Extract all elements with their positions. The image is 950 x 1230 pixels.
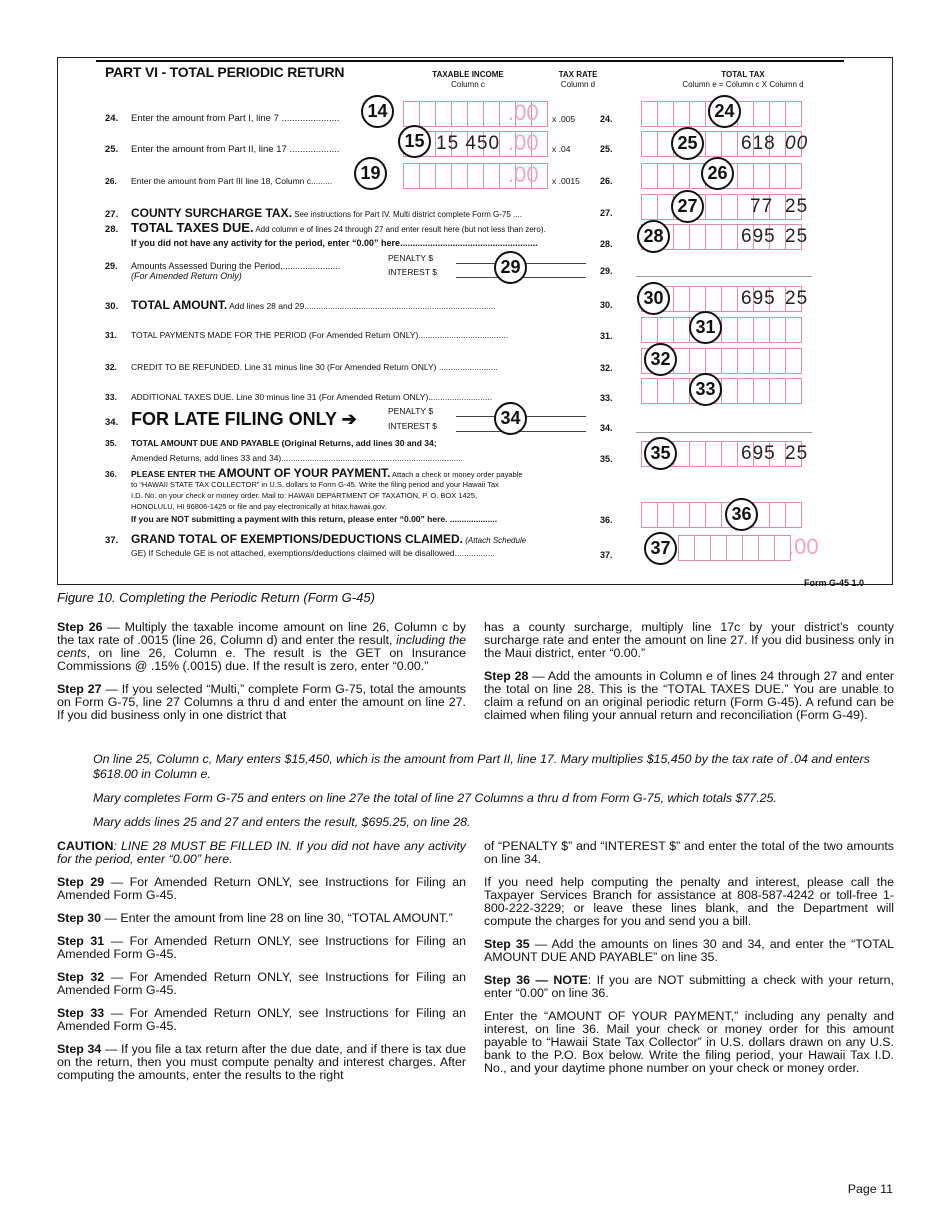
line-25-ref: 25.: [600, 144, 613, 154]
callout-32: 32: [644, 343, 677, 376]
column-d-header: TAX RATE Column d: [558, 70, 598, 89]
column-c-header: TAXABLE INCOME Column c: [432, 70, 504, 89]
line-27-total-dollars: 77: [750, 196, 774, 217]
form-number: Form G-45 1.0: [803, 578, 864, 588]
line-29: 29. Amounts Assessed During the Period,.......................: [105, 261, 341, 271]
line-29-separator: [636, 276, 812, 277]
step-32: Step 32 — For Amended Return ONLY, see Instructions for Filing an Amended Form G-45.: [57, 970, 466, 997]
line-27: 27. COUNTY SURCHARGE TAX. See instructions for Part IV. Multi district complete Form G-75 ....: [105, 206, 522, 220]
part-title: PART VI - TOTAL PERIODIC RETURN: [105, 64, 345, 80]
line-27-ref: 27.: [600, 208, 613, 218]
callout-14: 14: [361, 95, 394, 128]
callout-35: 35: [644, 437, 677, 470]
line-37: 37. GRAND TOTAL OF EXEMPTIONS/DEDUCTIONS CLAIMED. (Attach Schedule: [105, 532, 527, 546]
caution: CAUTION: LINE 28 MUST BE FILLED IN. If you did not have any activity for the period, enter “0.00” here.: [57, 839, 466, 866]
line-36-text-3: I.D. No. on your check or money order. Mail to: HAWAII DEPARTMENT OF TAXATION, P. O. BOX 1425,: [131, 491, 478, 500]
line-36-column-e-cells[interactable]: [641, 502, 801, 528]
line-34-ref: 34.: [600, 423, 613, 433]
line-27-total-cents: 25: [785, 196, 809, 217]
line-30-total-dollars: 695: [741, 288, 776, 309]
callout-30: 30: [637, 282, 670, 315]
line-29-interest-label: INTEREST $: [388, 267, 437, 277]
line-25-total-cents: 00: [785, 133, 809, 154]
step-31: Step 31 — For Amended Return ONLY, see Instructions for Filing an Amended Form G-45.: [57, 934, 466, 961]
line-35-note: Amended Returns, add lines 33 and 34).............................................................................: [131, 453, 464, 463]
column-e-header: TOTAL TAX Column e = Column c X Column d: [682, 70, 804, 89]
line-26-rate: x .0015: [552, 176, 580, 186]
callout-24: 24: [708, 95, 741, 128]
callout-26: 26: [701, 157, 734, 190]
line-36-text-4: HONOLULU, HI 96806-1425 or file and pay electronically at hitax.hawaii.gov.: [131, 502, 387, 511]
example-1: On line 25, Column c, Mary enters $15,450, which is the amount from Part II, line 17. Mary multiplies $15,450 by the tax rate of .04 and enters $618.00 in Column e.: [93, 752, 870, 781]
line-25: 25. Enter the amount from Part II, line 17 ...................: [105, 144, 340, 155]
line-26-ref: 26.: [600, 176, 613, 186]
line-25-column-e-cells[interactable]: [641, 131, 801, 157]
line-36-ref: 36.: [600, 515, 613, 525]
payment-paragraph: Enter the “AMOUNT OF YOUR PAYMENT,” including any penalty and interest, on line 36. Mail your check or money order for this amount payable to “Hawaii State Tax Collector” in U.S. dollars drawn on any U.S. bank to the P.O. Box below. Write the filing period, your Hawaii Tax I.D. No., and your daytime phone number on your check or money order.: [484, 1009, 894, 1075]
line-24-zeros: .00: [508, 100, 539, 125]
line-35-total-dollars: 695: [741, 443, 776, 464]
line-34-penalty-label: PENALTY $: [388, 406, 434, 416]
step-30: Step 30 — Enter the amount from line 28 on line 30, “TOTAL AMOUNT.”: [57, 911, 453, 925]
line-37-note: GE) If Schedule GE is not attached, exemptions/deductions claimed will be disallowed.................: [131, 548, 495, 558]
callout-33: 33: [689, 373, 722, 406]
part-rule: [96, 60, 844, 62]
line-24-rate: x .005: [552, 114, 576, 124]
step-28: Step 28 — Add the amounts in Column e of lines 24 through 27 and enter the total on line 28. This is the “TOTAL TAXES DUE.” You are unable to claim a refund on an original periodic return (Form G-45). A refund can be claimed when filing your annual return and reconciliation (Form G-49).: [484, 669, 895, 722]
line-36: 36. PLEASE ENTER THE AMOUNT OF YOUR PAYMENT. Attach a check or money order payable: [105, 466, 523, 480]
line-25-taxable-income: 15 450: [436, 133, 501, 154]
line-25-rate: x .04: [552, 144, 571, 154]
line-28-total-dollars: 695: [741, 226, 776, 247]
line-34-interest-label: INTEREST $: [388, 421, 437, 431]
left-column-bottom: [57, 840, 466, 1092]
step-33: Step 33 — For Amended Return ONLY, see Instructions for Filing an Amended Form G-45.: [57, 1006, 466, 1033]
line-24: 24. Enter the amount from Part I, line 7 ......................: [105, 113, 340, 124]
step-29: Step 29 — For Amended Return ONLY, see Instructions for Filing an Amended Form G-45.: [57, 875, 466, 902]
step-27: Step 27 — If you selected “Multi,” complete Form G-75, total the amounts on Form G-75, line 27 Columns a thru d and enter the amount on line 27. If you did business only in one district that: [57, 682, 466, 722]
callout-31: 31: [689, 311, 722, 344]
step-27-continued: has a county surcharge, multiply line 17c by your district’s county surcharge rate and enter the amount on line 27. If you did business only in the Maui district, enter “0.00.”: [484, 620, 894, 660]
callout-27: 27: [671, 190, 704, 223]
form-g45-figure: [57, 57, 893, 588]
figure-caption: Figure 10. Completing the Periodic Return (Form G-45): [57, 590, 375, 605]
line-25-total-dollars: 618: [741, 133, 776, 154]
step-34-continued: of “PENALTY $” and “INTEREST $” and enter the total of the two amounts on line 34.: [484, 839, 894, 866]
step-34: Step 34 — If you file a tax return after the due date, and if there is tax due on the return, then you must compute penalty and interest charges. After computing the amounts, enter the results to the right: [57, 1042, 467, 1082]
callout-19: 19: [354, 157, 387, 190]
line-28: 28. TOTAL TAXES DUE. Add column e of lines 24 through 27 and enter result here (but not less than zero).: [105, 220, 546, 235]
example-3: Mary adds lines 25 and 27 and enters the result, $695.25, on line 28.: [93, 815, 471, 829]
line-29-ref: 29.: [600, 266, 613, 276]
line-31-ref: 31.: [600, 331, 613, 341]
right-column-bottom: [484, 840, 894, 1085]
help-paragraph: If you need help computing the penalty and interest, please call the Taxpayer Services Branch for assistance at 808-587-4242 or toll-free 1-800-222-3229; or leave these lines blank, and the Department will compute the charges for you and send you a bill.: [484, 875, 894, 928]
line-35-total-cents: 25: [785, 443, 809, 464]
callout-28: 28: [637, 220, 670, 253]
line-27-column-e-cells[interactable]: [641, 194, 801, 220]
line-37-zeros: .00: [788, 534, 819, 559]
line-29-penalty-label: PENALTY $: [388, 253, 434, 263]
line-35: 35. TOTAL AMOUNT DUE AND PAYABLE (Original Returns, add lines 30 and 34;: [105, 438, 437, 448]
page-number: Page 11: [847, 1182, 893, 1196]
callout-29: 29: [494, 251, 527, 284]
example-2: Mary completes Form G-75 and enters on line 27e the total of line 27 Columns a thru d from Form G-75, which totals $77.25.: [93, 791, 777, 805]
line-25-zeros: .00: [508, 130, 539, 155]
line-32-ref: 32.: [600, 363, 613, 373]
line-33: 33. ADDITIONAL TAXES DUE. Line 30 minus line 31 (For Amended Return ONLY)...........................: [105, 392, 493, 402]
line-30-ref: 30.: [600, 300, 613, 310]
line-31: 31. TOTAL PAYMENTS MADE FOR THE PERIOD (For Amended Return ONLY)......................................: [105, 330, 509, 340]
line-36-text-5: If you are NOT submitting a payment with this return, please enter “0.00” here. ....................: [131, 514, 498, 524]
step-35: Step 35 — Add the amounts on lines 30 and 34, and enter the “TOTAL AMOUNT DUE AND PAYABLE” on line 35.: [484, 937, 894, 964]
callout-37: 37: [644, 532, 677, 565]
line-26-zeros: .00: [508, 162, 539, 187]
right-column-top: [484, 621, 894, 732]
callout-15: 15: [398, 125, 431, 158]
line-32: 32. CREDIT TO BE REFUNDED. Line 31 minus line 30 (For Amended Return ONLY) .........................: [105, 362, 498, 372]
line-30: 30. TOTAL AMOUNT. Add lines 28 and 29.................................................................................: [105, 298, 496, 312]
line-36-text-2: to “HAWAII STATE TAX COLLECTOR” in U.S. dollars to Form G-45. Write the filing period and your Hawaii Tax: [131, 480, 499, 489]
line-30-total-cents: 25: [785, 288, 809, 309]
line-26: 26. Enter the amount from Part III line 18, Column c.........: [105, 176, 333, 186]
line-34-separator: [636, 432, 812, 433]
callout-36: 36: [725, 498, 758, 531]
callout-25: 25: [671, 127, 704, 160]
step-36: Step 36 — NOTE: If you are NOT submitting a check with your return, enter “0.00” on line 36.: [484, 973, 895, 1000]
left-column-top: [57, 621, 466, 732]
line-28-ref: 28.: [600, 239, 613, 249]
line-28-note: If you did not have any activity for the period, enter “0.00” here.......................................................: [131, 238, 538, 248]
line-37-ref: 37.: [600, 550, 613, 560]
line-33-ref: 33.: [600, 393, 613, 403]
line-28-total-cents: 25: [785, 226, 809, 247]
callout-34: 34: [494, 402, 527, 435]
line-24-ref: 24.: [600, 114, 613, 124]
step-26: Step 26 — Multiply the taxable income amount on line 26, Column c by the tax rate of .0015 (line 26, Column d) and enter the result, including the cents, on line 26, Column e. The result is the GET on Insurance Commissions @ .15% (.0015) due. If the result is zero, enter “0.00.”: [57, 620, 467, 673]
line-37-column-e-cells[interactable]: [678, 535, 790, 561]
line-29-note: (For Amended Return Only): [131, 271, 242, 281]
line-34: 34. FOR LATE FILING ONLY ➔: [105, 409, 357, 429]
line-35-ref: 35.: [600, 454, 613, 464]
